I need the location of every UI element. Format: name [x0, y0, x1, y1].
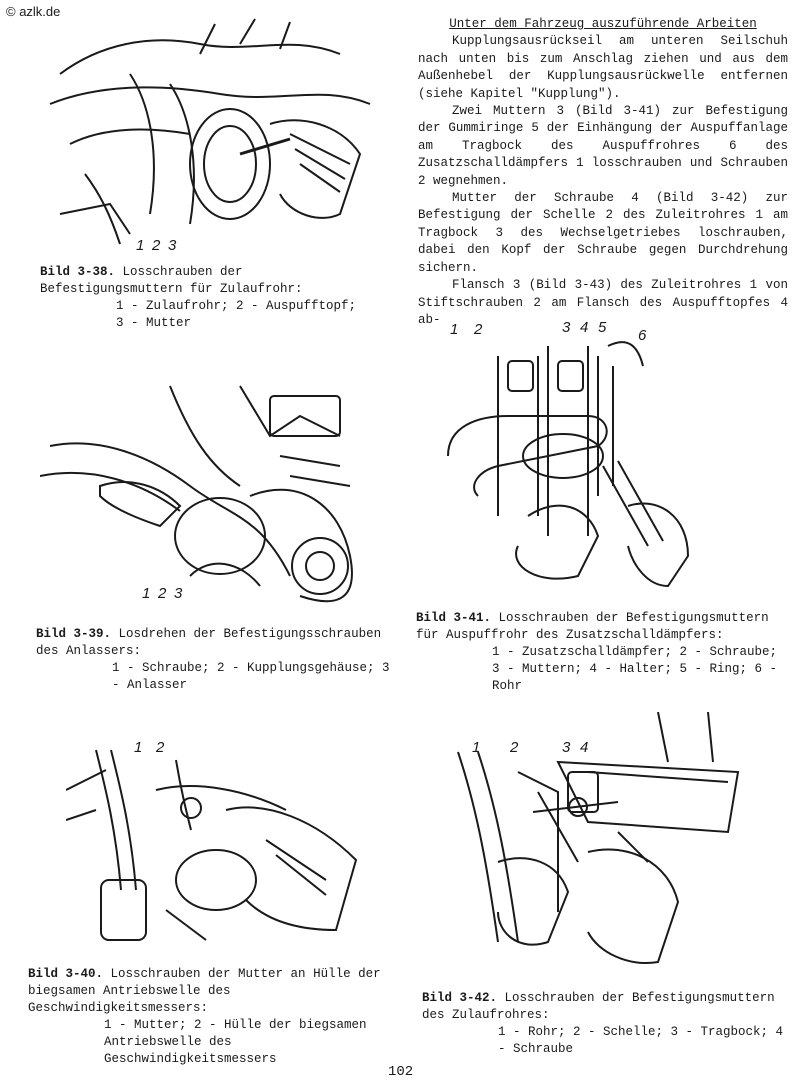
callout-6: 6 [638, 327, 647, 344]
figure-3-42-callouts [472, 739, 588, 756]
callout-5: 5 [598, 319, 607, 336]
callout-1: 1 [136, 237, 145, 254]
figure-3-39 [40, 376, 370, 606]
figure-3-40-callouts [134, 739, 165, 756]
callout-2: 2 [474, 321, 483, 338]
figure-3-39-callouts [142, 585, 183, 602]
caption-label: Bild 3-39. [36, 627, 112, 641]
paragraph-1: Kupplungsausrückseil am unteren Seilschuh nach unten bis zum Anschlag ziehen und aus dem Außenhebel der Kupplungsausrückwelle entfernen (siehe Kapitel "Kupplung"). [418, 34, 788, 101]
figure-3-41-callouts [450, 319, 647, 344]
procedure-text [418, 16, 788, 329]
caption-title: Losschrauben der Befestigungsmuttern des Zulaufrohres: [422, 991, 775, 1022]
figure-3-40-drawing [66, 730, 386, 950]
callout-4: 4 [580, 319, 589, 336]
callout-2: 2 [152, 237, 161, 254]
figure-3-42-drawing [438, 712, 748, 972]
callout-4: 4 [580, 739, 589, 756]
figure-3-39-caption [36, 626, 396, 694]
callout-3: 3 [562, 739, 571, 756]
caption-title: Losschrauben der Befestigungsmuttern für Zulaufrohr: [40, 265, 303, 296]
figure-3-40-caption [28, 966, 396, 1068]
figure-3-42-caption [422, 990, 788, 1058]
callout-1: 1 [134, 739, 143, 756]
callout-3: 3 [168, 237, 177, 254]
figure-3-38-callouts [136, 237, 177, 254]
callout-2: 2 [510, 739, 519, 756]
figure-3-38-caption [40, 264, 370, 332]
callout-1: 1 [142, 585, 151, 602]
caption-legend: 1 - Schraube; 2 - Kupplungsgehäuse; 3 - Anlasser [112, 661, 390, 692]
figure-3-41-drawing [438, 316, 708, 596]
callout-3: 3 [174, 585, 183, 602]
paragraph-3: Mutter der Schraube 4 (Bild 3-42) zur Befestigung der Schelle 2 des Zuleitrohres 1 am Tragbock 3 des Wechselgetriebes loschrauben, dabei den Kopf der Schraube gegen Durchdrehung sichern. [418, 191, 788, 275]
figure-3-41-caption [416, 610, 788, 695]
figure-3-38 [40, 14, 380, 254]
paragraph-4: Flansch 3 (Bild 3-43) des Zuleitrohres 1 von Stiftschrauben 2 am Flansch des Auspufftopfes 4 ab- [418, 278, 788, 327]
caption-title: Losdrehen der Befestigungsschrauben des Anlassers: [36, 627, 382, 658]
callout-3: 3 [562, 319, 571, 336]
caption-legend: 1 - Zusatzschalldämpfer; 2 - Schraube; 3 - Muttern; 4 - Halter; 5 - Ring; 6 - Rohr [492, 645, 778, 693]
caption-label: Bild 3-41. [416, 611, 492, 625]
callout-2: 2 [156, 739, 165, 756]
caption-label: Bild 3-40. [28, 967, 104, 981]
callout-2: 2 [158, 585, 167, 602]
caption-legend: 1 - Rohr; 2 - Schelle; 3 - Tragbock; 4 - Schraube [498, 1025, 784, 1056]
figure-3-38-drawing [40, 14, 380, 254]
figure-3-42 [438, 712, 748, 972]
watermark: © azlk.de [6, 4, 61, 19]
caption-title: Losschrauben der Befestigungsmuttern für Auspuffrohr des Zusatzschalldämpfers: [416, 611, 769, 642]
caption-label: Bild 3-42. [422, 991, 498, 1005]
figure-3-40 [66, 730, 386, 950]
paragraph-2: Zwei Muttern 3 (Bild 3-41) zur Befestigung der Gummiringe 5 der Einhängung der Auspuffanlage am Tragbock des Auspuffrohres 6 des Zusatzschalldämpfers 1 losschrauben und Schrauben 2 wegnehmen. [418, 104, 788, 188]
caption-label: Bild 3-38. [40, 265, 116, 279]
figure-3-41 [438, 316, 708, 596]
caption-legend: 1 - Zulaufrohr; 2 - Auspufftopf; 3 - Mutter [116, 299, 357, 330]
caption-title: Losschrauben der Mutter an Hülle der biegsamen Antriebswelle des Geschwindigkeitsmessers: [28, 967, 381, 1015]
page-number: 102 [388, 1064, 414, 1080]
callout-1: 1 [472, 739, 481, 756]
section-heading: Unter dem Fahrzeug auszuführende Arbeiten [449, 17, 757, 31]
callout-1: 1 [450, 321, 459, 338]
caption-legend: 1 - Mutter; 2 - Hülle der biegsamen Antriebswelle des Geschwindigkeitsmessers [104, 1018, 367, 1066]
figure-3-39-drawing [40, 376, 370, 606]
